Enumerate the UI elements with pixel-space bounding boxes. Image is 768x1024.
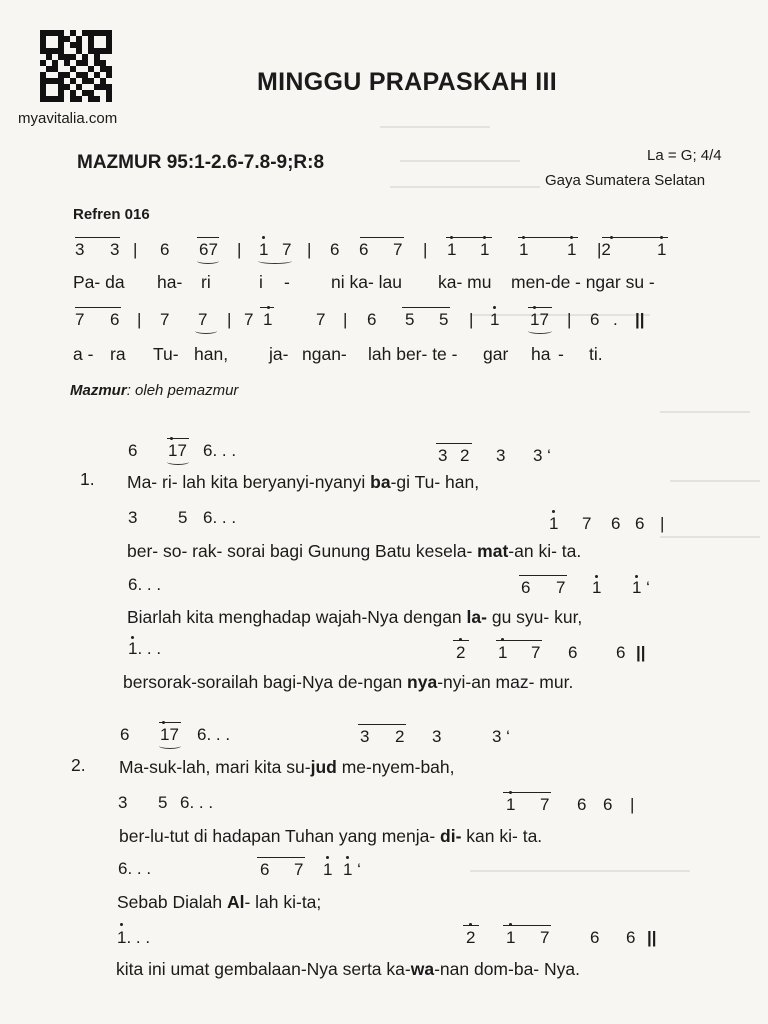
octave-dot	[595, 575, 598, 578]
note: 6	[577, 795, 587, 814]
note: 1	[519, 240, 529, 259]
verse-2-lyric-a: Ma-suk-lah, mari kita su-jud me-nyem-bah,	[119, 757, 455, 777]
note: 3	[128, 508, 138, 527]
note: 6. . .	[118, 859, 152, 878]
note: 17	[530, 310, 549, 329]
octave-dot	[326, 856, 329, 859]
barline: |	[237, 240, 242, 259]
beam	[358, 724, 406, 725]
note: 6	[120, 725, 130, 744]
note: 7	[582, 514, 592, 533]
octave-dot	[660, 236, 663, 239]
bleed-through	[660, 411, 750, 413]
barline: |	[137, 310, 142, 329]
barline: |2	[597, 240, 611, 259]
bleed-through	[390, 186, 540, 188]
note: 6	[616, 643, 626, 662]
slur	[159, 743, 181, 749]
octave-dot	[459, 638, 462, 641]
note: 5	[439, 310, 449, 329]
octave-dot	[570, 236, 573, 239]
note: 1	[259, 240, 269, 259]
barline: |	[423, 240, 428, 259]
final-barline: ||	[647, 928, 657, 947]
lyric-syllable: ha	[531, 344, 551, 364]
beam	[402, 307, 450, 308]
note: 2	[466, 928, 476, 947]
octave-dot	[267, 306, 270, 309]
note: 7	[393, 240, 403, 259]
beam	[519, 575, 567, 576]
note: 6	[635, 514, 645, 533]
note: 2	[395, 727, 405, 746]
lyric-syllable: han,	[194, 344, 229, 364]
lyric-syllable: ri	[201, 272, 211, 292]
refren-label: Refren 016	[73, 206, 150, 223]
bleed-through	[660, 536, 760, 538]
octave-dot	[120, 923, 123, 926]
note: 3	[432, 727, 442, 746]
barline: |	[660, 514, 665, 533]
barline: |	[307, 240, 312, 259]
slur	[195, 328, 217, 334]
note: 5	[405, 310, 415, 329]
note: 6	[611, 514, 621, 533]
lyric-syllable: lah ber- te -	[368, 344, 458, 364]
note: 7	[294, 860, 304, 879]
octave-dot	[469, 923, 472, 926]
note: 5	[158, 793, 168, 812]
note: 1	[506, 795, 516, 814]
lyric-syllable: ja-	[269, 344, 289, 364]
note: 1	[592, 578, 602, 597]
verse-2-lyric-b: ber-lu-tut di hadapan Tuhan yang menja- di- kan ki- ta.	[119, 826, 543, 846]
slur	[528, 328, 552, 334]
note: 1	[323, 860, 333, 879]
note: 6	[521, 578, 531, 597]
verse-1-lyric-c: Biarlah kita menghadap wajah-Nya dengan la- gu syu- kur,	[127, 607, 583, 627]
note: 3	[438, 446, 448, 465]
note: 1	[263, 310, 273, 329]
note: 7	[540, 795, 550, 814]
note: 6. . .	[128, 575, 162, 594]
lyric-syllable: -	[284, 272, 290, 292]
note: .	[613, 310, 618, 329]
lyric-syllable: ti.	[589, 344, 603, 364]
note: 17	[160, 725, 179, 744]
octave-dot	[501, 638, 504, 641]
note: 1	[490, 310, 500, 329]
octave-dot	[610, 236, 613, 239]
note: 5	[178, 508, 188, 527]
note: 1	[657, 240, 667, 259]
lyric-syllable: ni ka- lau	[331, 272, 403, 292]
bleed-through	[400, 160, 520, 162]
octave-dot	[483, 236, 486, 239]
note: 1 ‘	[632, 578, 650, 597]
bleed-through	[470, 870, 690, 872]
lyric-syllable: Tu-	[153, 344, 179, 364]
note: 6	[568, 643, 578, 662]
octave-dot	[522, 236, 525, 239]
beam	[360, 237, 404, 238]
note: 67	[199, 240, 218, 259]
lyric-syllable: Pa- da	[73, 272, 125, 292]
note: 1 ‘	[343, 860, 361, 879]
note: 3 ‘	[533, 446, 551, 465]
lyric-syllable: ra	[110, 344, 126, 364]
lyric-syllable: -	[558, 344, 564, 364]
octave-dot	[162, 721, 165, 724]
note: 1	[447, 240, 457, 259]
note: 3 ‘	[492, 727, 510, 746]
key-signature: La = G; 4/4	[647, 147, 722, 164]
note: 7	[556, 578, 566, 597]
bleed-through	[670, 480, 760, 482]
octave-dot	[552, 510, 555, 513]
note: 7	[160, 310, 170, 329]
octave-dot	[170, 437, 173, 440]
slur	[258, 258, 292, 264]
note: 7	[198, 310, 208, 329]
barline: |	[630, 795, 635, 814]
note: 6	[603, 795, 613, 814]
lyric-syllable: ha-	[157, 272, 183, 292]
note: 1	[567, 240, 577, 259]
note: 6	[330, 240, 340, 259]
barline: |	[343, 310, 348, 329]
lyric-syllable: ka- mu	[438, 272, 492, 292]
beam	[75, 307, 121, 308]
note: 1	[498, 643, 508, 662]
note: 2	[456, 643, 466, 662]
note: 7	[282, 240, 292, 259]
note: 3	[110, 240, 120, 259]
note: 1	[549, 514, 559, 533]
note: 3	[118, 793, 128, 812]
note: 6	[110, 310, 120, 329]
note: 6	[359, 240, 369, 259]
note: 6	[626, 928, 636, 947]
note: 3	[75, 240, 85, 259]
verse-1-lyric-a: Ma- ri- lah kita beryanyi-nyanyi ba-gi Tu- han,	[127, 472, 480, 492]
final-barline: ||	[636, 643, 646, 662]
barline: |	[227, 310, 232, 329]
bleed-through	[380, 126, 490, 128]
verse-2-lyric-c: Sebab Dialah Al- lah ki-ta;	[117, 892, 322, 912]
octave-dot	[533, 306, 536, 309]
note: 7	[75, 310, 85, 329]
note: 6. . .	[203, 508, 237, 527]
note: 7	[244, 310, 254, 329]
note: 6	[160, 240, 170, 259]
note: 1	[480, 240, 490, 259]
note: 17	[168, 441, 187, 460]
note: 2	[460, 446, 470, 465]
barline: |	[567, 310, 572, 329]
barline: |	[469, 310, 474, 329]
note: 7	[316, 310, 326, 329]
page-title: MINGGU PRAPASKAH III	[257, 68, 557, 96]
octave-dot	[346, 856, 349, 859]
octave-dot	[450, 236, 453, 239]
verse-number: 2.	[71, 755, 86, 775]
site-watermark: myavitalia.com	[18, 110, 118, 127]
verse-number: 1.	[80, 469, 95, 489]
note: 6. . .	[203, 441, 237, 460]
octave-dot	[262, 236, 265, 239]
note: 6	[590, 310, 600, 329]
note: 1. . .	[128, 639, 162, 658]
beam	[528, 307, 552, 308]
lyric-syllable: - ngar su -	[575, 272, 655, 292]
octave-dot	[493, 306, 496, 309]
note: 6	[367, 310, 377, 329]
final-barline: ||	[635, 310, 645, 329]
barline: |	[133, 240, 138, 259]
lyric-syllable: gar	[483, 344, 509, 364]
octave-dot	[509, 791, 512, 794]
note: 3	[496, 446, 506, 465]
note: 7	[531, 643, 541, 662]
beam	[197, 237, 219, 238]
lyric-syllable: ngan-	[302, 344, 347, 364]
psalm-reference: MAZMUR 95:1-2.6-7.8-9;R:8	[77, 152, 325, 173]
lyric-syllable: i	[259, 272, 263, 292]
note: 6	[590, 928, 600, 947]
verse-2-lyric-d: kita ini umat gembalaan-Nya serta ka-wa-nan dom-ba- Nya.	[116, 959, 580, 979]
beam	[518, 237, 578, 238]
lyric-syllable: a -	[73, 344, 94, 364]
beam	[257, 857, 305, 858]
beam	[436, 443, 472, 444]
music-style: Gaya Sumatera Selatan	[545, 172, 706, 189]
slur	[197, 258, 219, 264]
note: 6. . .	[197, 725, 231, 744]
mazmur-label: Mazmur: oleh pemazmur	[70, 382, 239, 399]
octave-dot	[509, 923, 512, 926]
verse-1-lyric-b: ber- so- rak- sorai bagi Gunung Batu kesela- mat-an ki- ta.	[127, 541, 582, 561]
lyric-syllable: men-de	[511, 272, 571, 292]
qr-code-icon	[40, 30, 112, 102]
note: 6	[128, 441, 138, 460]
verse-1-lyric-d: bersorak-sorailah bagi-Nya de-ngan nya-nyi-an maz- mur.	[123, 672, 574, 692]
note: 6	[260, 860, 270, 879]
note: 1. . .	[117, 928, 151, 947]
note: 1	[506, 928, 516, 947]
note: 7	[540, 928, 550, 947]
note: 3	[360, 727, 370, 746]
octave-dot	[131, 636, 134, 639]
beam	[75, 237, 120, 238]
note: 6. . .	[180, 793, 214, 812]
octave-dot	[635, 575, 638, 578]
slur	[167, 459, 189, 465]
